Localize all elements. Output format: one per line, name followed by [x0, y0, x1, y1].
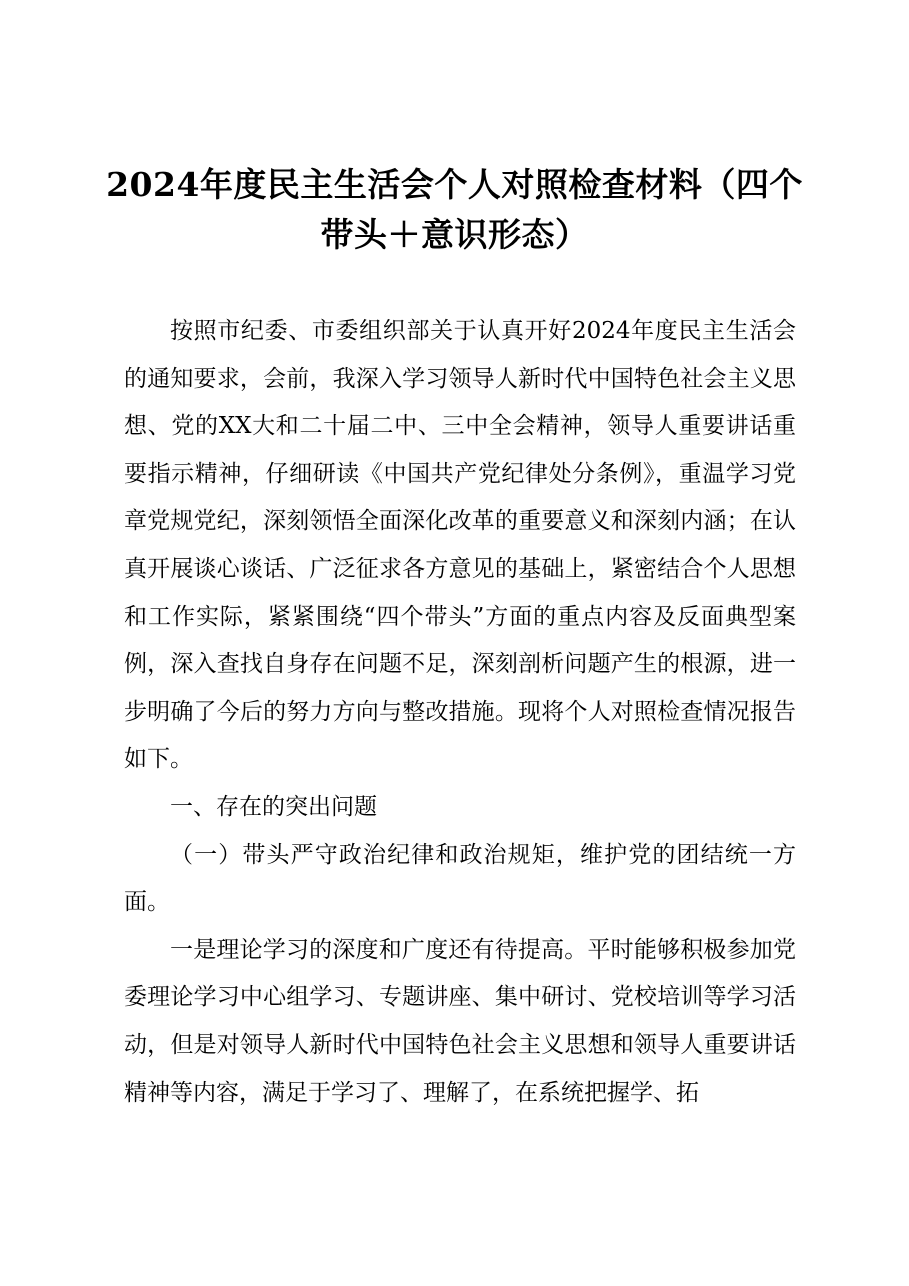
intro-paragraph: 按照市纪委、市委组织部关于认真开好2024年度民主生活会的通知要求，会前，我深入学习领导人新时代中国特色社会主义思想、党的XX大和二十届二中、三中全会精神，领导人重要讲话重要指示精神，仔细研读《中国共产党纪律处分条例》，重温学习党章党规党纪，深刻领悟全面深化改革的重要意义和深刻内涵；在认真开展谈心谈话、广泛征求各方意见的基础上，紧密结合个人思想和工作实际，紧紧围绕“四个带头”方面的重点内容及反面典型案例，深入查找自身存在问题不足，深刻剖析问题产生的根源，进一步明确了今后的努力方向与整改措施。现将个人对照检查情况报告如下。	[124, 318, 796, 773]
document-title: 2024年度民主生活会个人对照检查材料（四个带头＋意识形态）	[106, 165, 803, 254]
subsection-heading: （一）带头严守政治纪律和政治规矩，维护党的团结统一方面。	[124, 841, 796, 916]
body-paragraph: 一是理论学习的深度和广度还有待提高。平时能够积极参加党委理论学习中心组学习、专题讲座、集中研讨、党校培训等学习活动，但是对领导人新时代中国特色社会主义思想和领导人重要讲话精神等内容，满足于学习了、理解了，在系统把握学、拓	[124, 936, 796, 1106]
section-heading: 一、存在的突出问题	[170, 793, 377, 820]
document-body	[124, 308, 796, 1117]
